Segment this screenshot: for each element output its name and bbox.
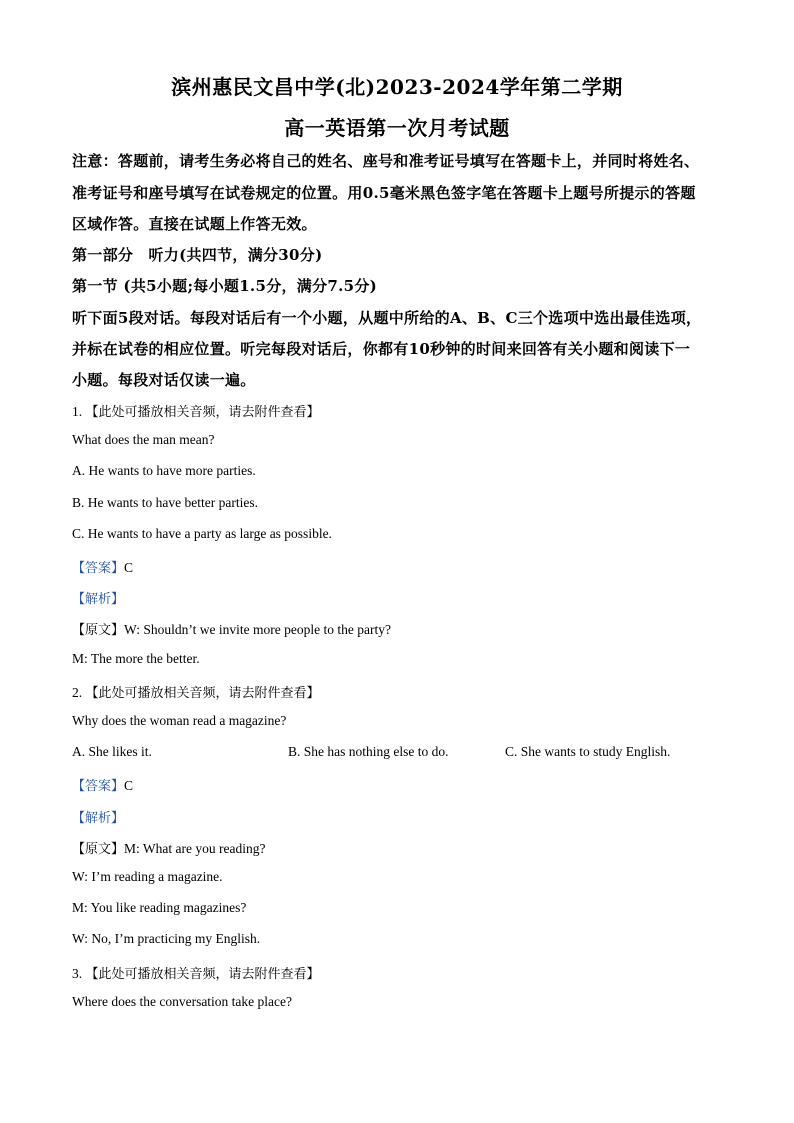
section-instruction-1: 听下面5段对话。每段对话后有一个小题，从题中所给的A、B、C三个选项中选出最佳选项， bbox=[72, 309, 702, 327]
section-instruction-2: 并标在试卷的相应位置。听完每段对话后，你都有10秒钟的时间来回答有关小题和阅读下一 bbox=[72, 340, 691, 358]
q2-header bbox=[72, 682, 320, 701]
q2-analysis bbox=[72, 807, 124, 826]
q3-header bbox=[72, 963, 320, 982]
document-subtitle: 高一英语第一次月考试题 bbox=[284, 116, 510, 140]
q2-option-a: A. She likes it. bbox=[72, 744, 152, 759]
q2-audio-link[interactable]: 【此处可播放相关音频，请去附件查看】 bbox=[85, 686, 320, 701]
q1-option-c: C. He wants to have a party as large as possible. bbox=[72, 526, 332, 541]
q1-option-a: A. He wants to have more parties. bbox=[72, 463, 256, 478]
section-part-heading: 第一部分 听力(共四节，满分30分) bbox=[72, 246, 323, 264]
q2-dialog-1: M: What are you reading? bbox=[124, 841, 266, 856]
q1-option-b: B. He wants to have better parties. bbox=[72, 495, 258, 510]
notice-line-1: 注意：答题前，请考生务必将自己的姓名、座号和准考证号填写在答题卡上，并同时将姓名、 bbox=[72, 152, 700, 170]
q2-dialog-4: W: No, I’m practicing my English. bbox=[72, 931, 261, 946]
q1-answer-tag: 【答案】 bbox=[72, 561, 125, 576]
q2-option-b: B. She has nothing else to do. bbox=[288, 744, 449, 759]
q2-original-tag: 【原文】 bbox=[72, 842, 125, 857]
q1-analysis-tag: 【解析】 bbox=[72, 592, 125, 607]
q2-number: 2. bbox=[72, 685, 83, 700]
q1-audio-link[interactable]: 【此处可播放相关音频，请去附件查看】 bbox=[85, 405, 320, 420]
q2-answer-tag: 【答案】 bbox=[72, 779, 125, 794]
notice-line-3: 区域作答。直接在试题上作答无效。 bbox=[72, 215, 317, 233]
q2-dialog-2: W: I’m reading a magazine. bbox=[72, 869, 223, 884]
q3-question: Where does the conversation take place? bbox=[72, 994, 293, 1009]
q1-analysis bbox=[72, 588, 124, 607]
q2-answer-value: C bbox=[124, 778, 134, 793]
q1-original-line-1 bbox=[72, 619, 391, 638]
q3-number: 3. bbox=[72, 966, 83, 981]
section-instruction-3: 小题。每段对话仅读一遍。 bbox=[72, 371, 256, 389]
q1-number: 1. bbox=[72, 404, 83, 419]
q1-original-tag: 【原文】 bbox=[72, 623, 125, 638]
q2-dialog-3: M: You like reading magazines? bbox=[72, 900, 247, 915]
section-subsection-heading: 第一节 (共5小题;每小题1.5分，满分7.5分) bbox=[72, 277, 378, 295]
q2-original-line-1 bbox=[72, 838, 265, 857]
q1-question: What does the man mean? bbox=[72, 432, 215, 447]
q2-option-c: C. She wants to study English. bbox=[505, 744, 671, 759]
q1-answer-value: C bbox=[124, 560, 134, 575]
q3-audio-link[interactable]: 【此处可播放相关音频，请去附件查看】 bbox=[85, 967, 320, 982]
q2-answer bbox=[72, 775, 133, 794]
q1-header bbox=[72, 401, 320, 420]
notice-line-2: 准考证号和座号填写在试卷规定的位置。用0.5毫米黑色签字笔在答题卡上题号所提示的答题 bbox=[72, 184, 696, 202]
q1-dialog-2: M: The more the better. bbox=[72, 651, 200, 666]
q2-question: Why does the woman read a magazine? bbox=[72, 713, 287, 728]
q1-answer bbox=[72, 557, 133, 576]
q1-dialog-1: W: Shouldn’t we invite more people to the party? bbox=[124, 622, 391, 637]
q2-analysis-tag: 【解析】 bbox=[72, 811, 125, 826]
document-title: 滨州惠民文昌中学(北)2023-2024学年第二学期 bbox=[171, 75, 623, 99]
